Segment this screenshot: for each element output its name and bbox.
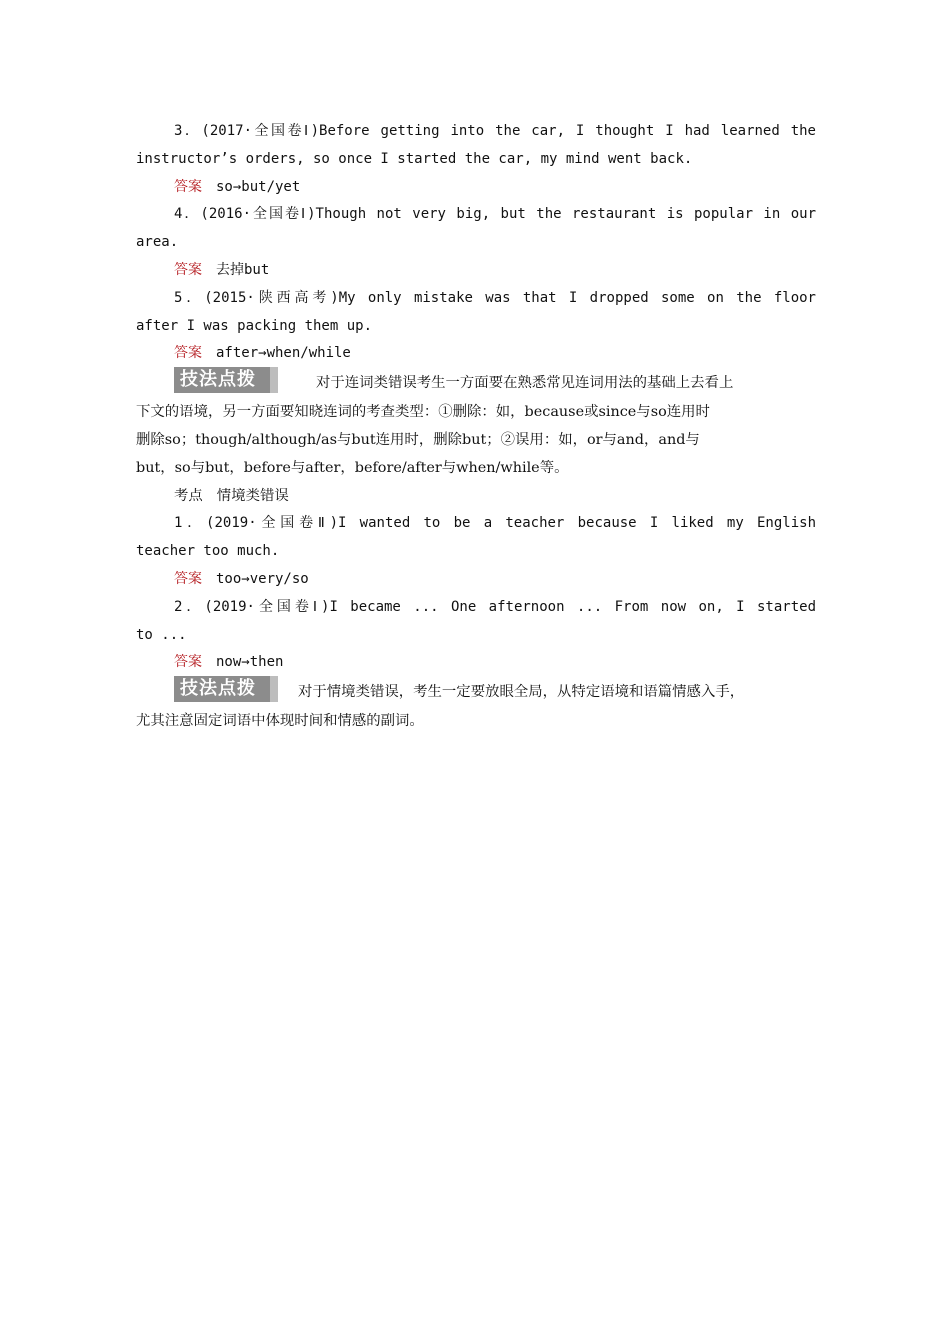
question-5-line-2: after I was packing them up. [136,317,373,334]
question-3-line-1: 3．(2017·全国卷Ⅰ)Before getting into the car, I thought I had learned the [174,123,816,139]
answer-2 [136,649,816,677]
answer-1 [136,566,816,594]
answer-label: 答案 [174,261,202,278]
answer-text: so→but/yet [216,178,301,195]
badge-label: 技法点拨 [180,678,256,700]
answer-text: now→then [216,654,284,671]
tip-1-line-1 [136,368,816,399]
answer-3 [136,174,816,202]
question-3-line-2: instructor’s orders, so once I started the car, my mind went back. [136,150,693,167]
answer-label: 答案 [174,570,202,587]
answer-text: 去掉but [216,261,270,278]
answer-text: too→very/so [216,570,309,587]
tip-2-line-2: 尤其注意固定词语中体现时间和情感的副词。 [136,713,424,730]
badge-label: 技法点拨 [180,369,256,391]
section-title: 情境类错误 [216,487,289,504]
question-1-line-1: 1．(2019·全国卷Ⅱ)I wanted to be a teacher because I liked my English [174,515,816,532]
tip-2-line-1 [136,677,816,708]
answer-label: 答案 [174,654,202,671]
question-2-line-2: to ... [136,626,187,643]
question-4-line-2: area. [136,234,179,251]
question-4-line-1: 4．(2016·全国卷Ⅰ)Though not very big, but the restaurant is popular in our [174,206,816,223]
tip-badge [174,367,278,393]
answer-label: 答案 [174,345,202,362]
question-5-line-1: 5．(2015·陕西高考)My only mistake was that I dropped some on the floor [174,289,816,306]
section-heading [136,483,816,511]
question-2-line-1: 2．(2019·全国卷Ⅰ)I became ... One afternoon ... From now on, I started [174,598,816,615]
tip-badge [174,676,278,702]
section-label: 考点 [174,487,203,504]
tip-text: 对于情境类错误，考生一定要放眼全局，从特定语境和语篇情感入手， [298,684,745,701]
question-1-line-2: teacher too much. [136,543,280,560]
answer-label: 答案 [174,178,202,195]
tip-1-line-4: but，so与but，before与after，before/after与when/while等。 [136,459,569,476]
answer-5 [136,340,816,368]
answer-4 [136,257,816,285]
answer-text: after→when/while [216,345,351,362]
tip-1-line-2: 下文的语境，另一方面要知晓连词的考查类型：①删除：如，because或since与so连用时 [136,404,710,421]
tip-text: 对于连词类错误考生一方面要在熟悉常见连词用法的基础上去看上 [316,375,734,392]
tip-1-line-3: 删除so；though/although/as与but连用时，删除but；②误用：如，or与and，and与 [136,431,700,448]
document-page [136,118,816,736]
